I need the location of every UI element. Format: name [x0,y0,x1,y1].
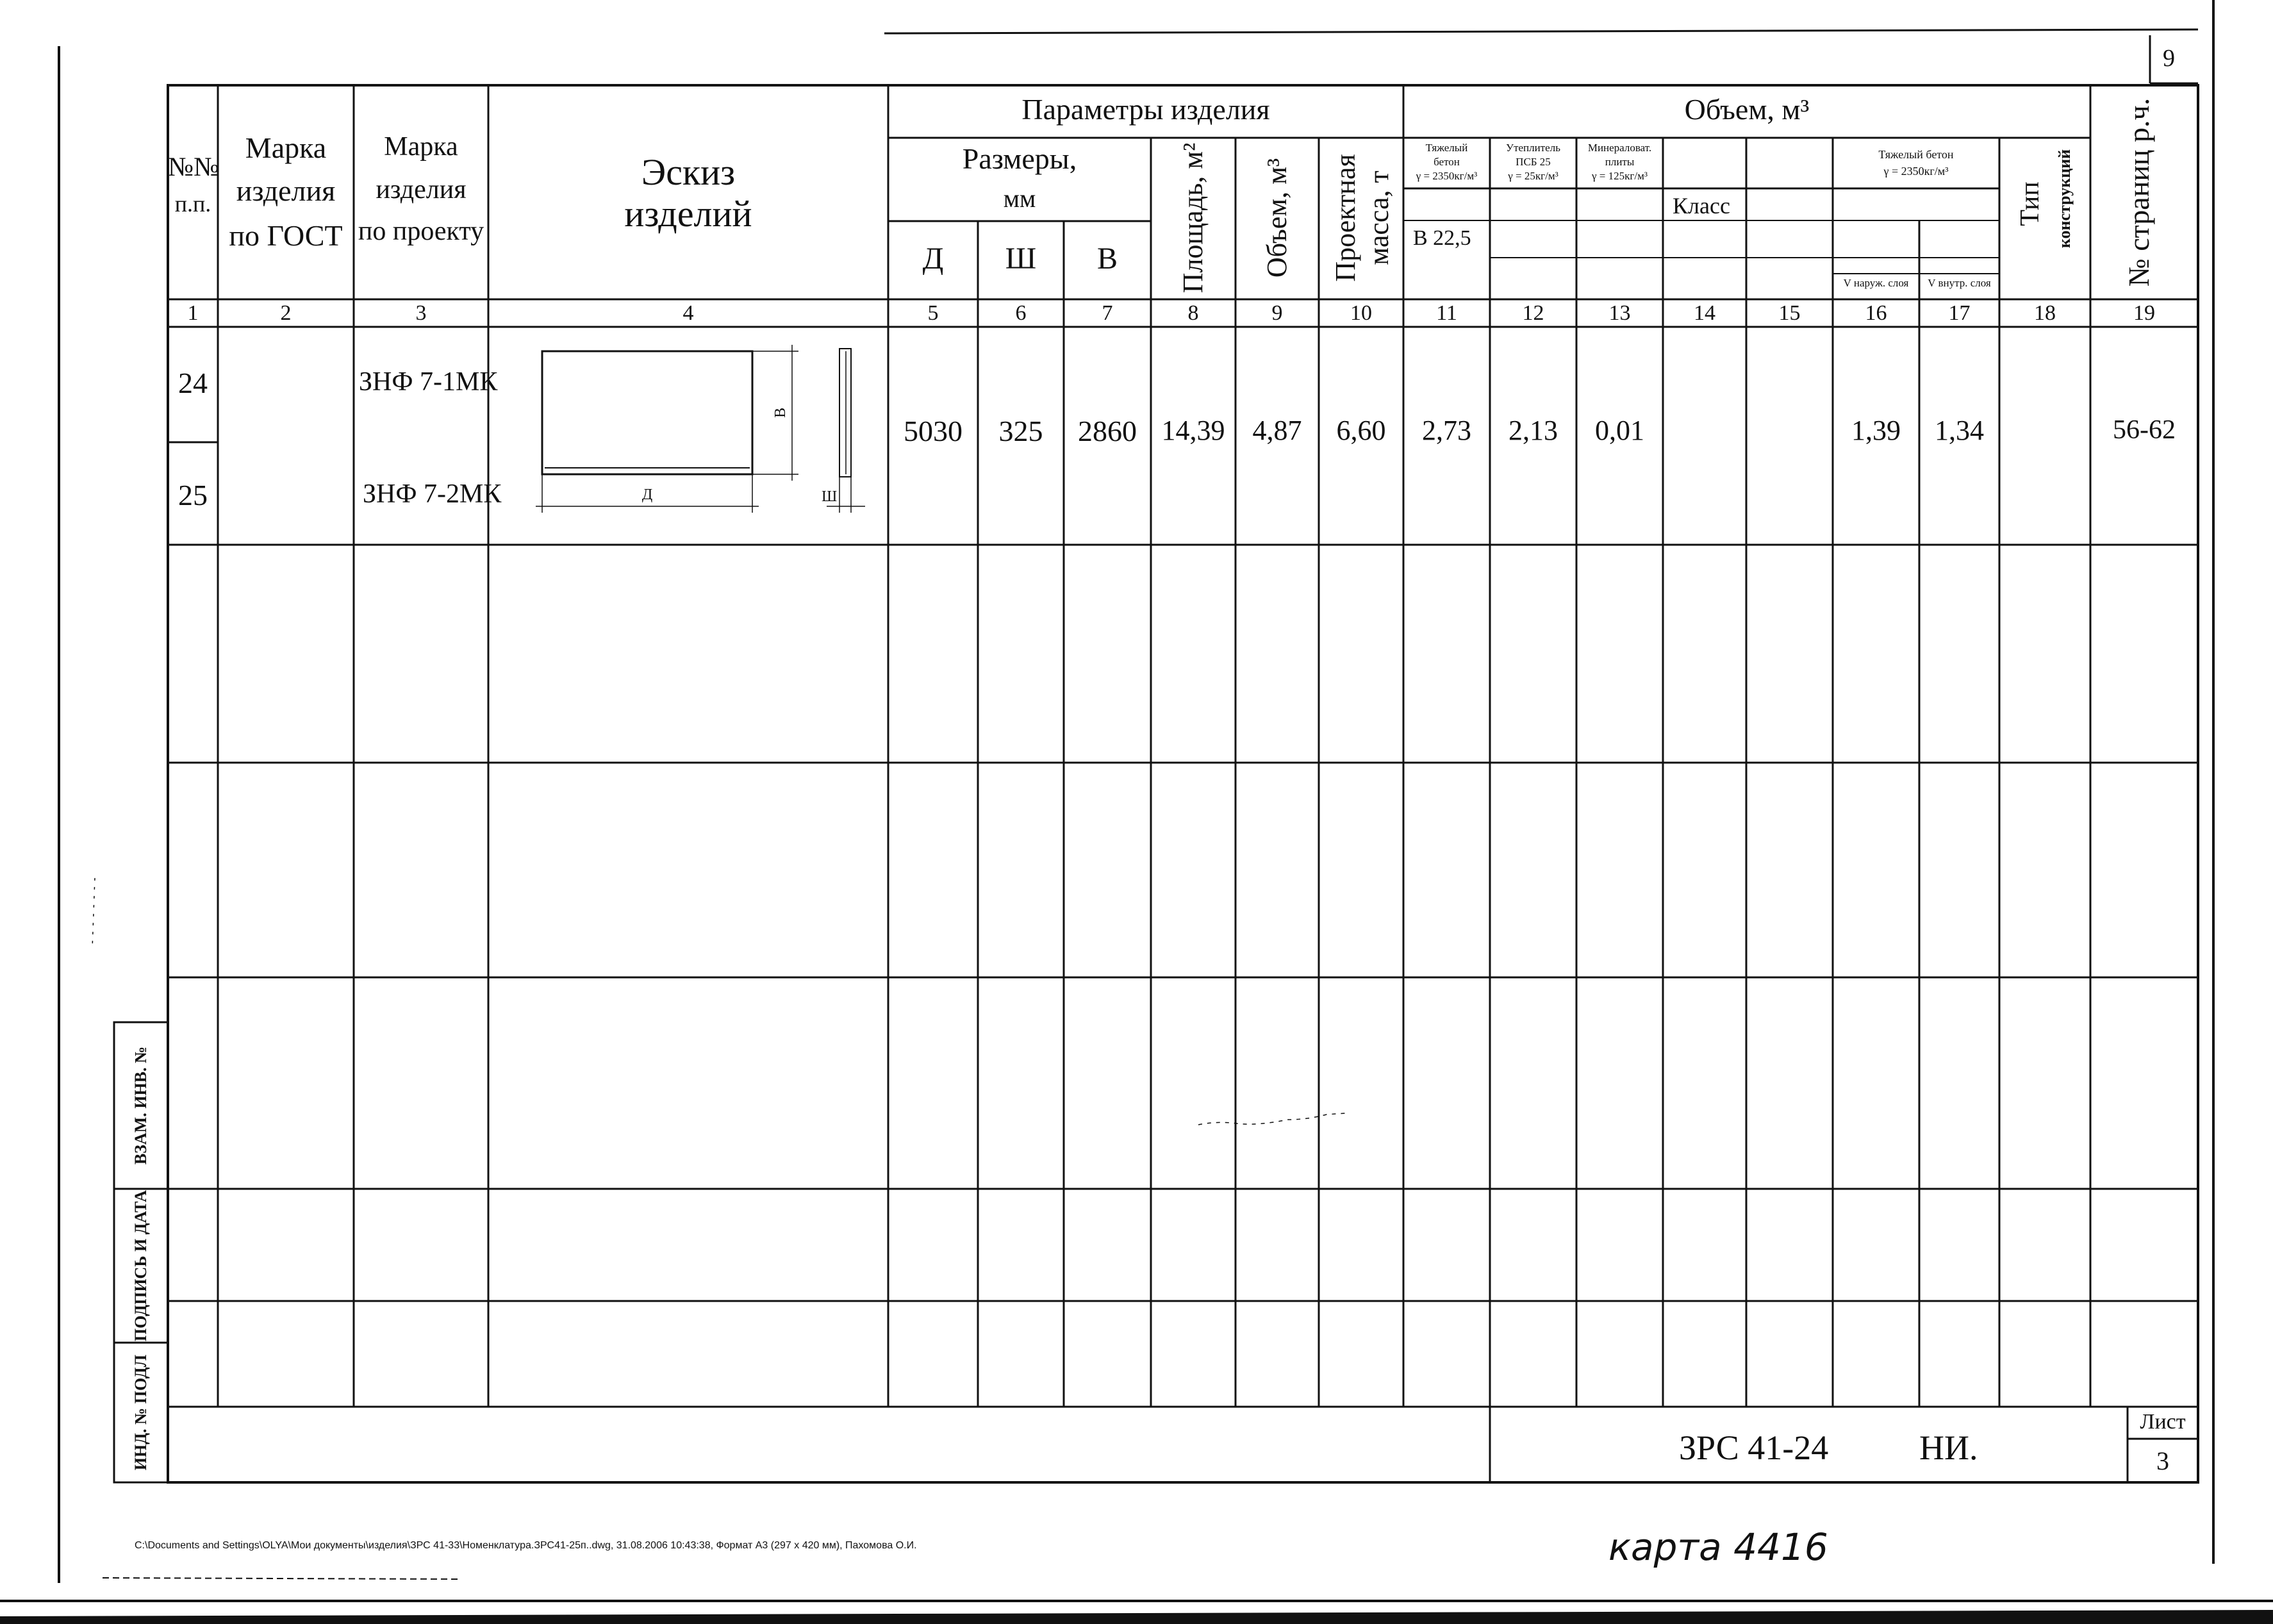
col-number: 19 [2133,301,2155,325]
sheet-top-number: 9 [2163,45,2175,72]
header-mass-line2: масса, т [1363,170,1394,265]
header-mass-line1: Проектная [1330,154,1361,282]
col-number: 18 [2034,301,2056,325]
header-area: Площадь, м² [1177,142,1209,294]
row-24-num: 24 [178,367,208,399]
col-number: 9 [1271,301,1283,325]
stamp-signature-date: ПОДПИСЬ И ДАТА [131,1190,150,1341]
header-num-line2: п.п. [174,191,211,217]
class-value: В 22,5 [1413,226,1471,250]
material-mineral-line3: γ = 125кг/м³ [1592,170,1648,182]
col-number: 8 [1187,301,1199,325]
col-number: 16 [1865,301,1887,325]
panel-sketch [536,345,865,513]
header-sketch-line2: изделий [624,193,752,235]
sheet-number: 3 [2156,1446,2169,1475]
header-volume: Объем, м³ [1261,158,1293,278]
col-number: 11 [1436,301,1457,325]
stamp-replace-inv: ВЗАМ. ИНВ. № [131,1046,150,1165]
value-col16: 1,39 [1851,415,1901,446]
doc-code: ЗРС 41-24 [1679,1429,1829,1467]
header-gost-line1: Марка [245,131,327,164]
value-mass: 6,60 [1336,415,1386,446]
col-number: 2 [280,301,292,325]
material-insul-line2: ПСБ 25 [1516,156,1551,168]
row-25-mark: ЗНФ 7-2МК [363,479,502,509]
material-heavy-line3: γ = 2350кг/м³ [1416,170,1478,182]
header-type-line1: Тип [2015,181,2045,226]
col-number: 1 [187,301,199,325]
col-number: 15 [1778,301,1801,325]
header-size-sh: Ш [1005,242,1037,276]
value-col17: 1,34 [1935,415,1984,446]
handwritten-note: карта 4416 [1608,1525,1828,1569]
header-size-v: В [1096,242,1118,276]
value-col13: 0,01 [1595,415,1644,446]
col-number: 17 [1948,301,1971,325]
value-col12: 2,13 [1508,415,1558,446]
sketch-label-v: В [772,407,789,418]
col-number: 3 [415,301,427,325]
header-size-d: Д [922,242,944,276]
v-outer-label: V наруж. слоя [1843,277,1909,289]
col-number: 14 [1694,301,1715,325]
value-sh: 325 [998,415,1043,447]
header-sizes-line1: Размеры, [962,142,1077,175]
v-inner-label: V внутр. слоя [1928,277,1991,289]
main-table-border [168,85,2198,1482]
material-insul-line3: γ = 25кг/м³ [1508,170,1558,182]
material-heavy-line1: Тяжелый [1425,142,1468,154]
value-d: 5030 [904,415,963,447]
header-gost-line2: изделия [236,174,336,207]
material-insul-line1: Утеплитель [1506,142,1560,154]
class-label: Класс [1673,193,1730,219]
header-sketch-line1: Эскиз [641,151,736,193]
row-24-mark: ЗНФ 7-1МК [359,367,498,397]
col-number: 10 [1350,301,1372,325]
col-number: 7 [1102,301,1113,325]
stamp-original-inv: ИНД. № ПОДЛ [131,1354,150,1471]
value-col11: 2,73 [1422,415,1471,446]
footer-file-path: C:\Documents and Settings\OLYA\Мои документы\изделия\ЗРС 41-33\Номенклатура.ЗРС41-25п..dwg, 31.08.2006 10:43:38, Формат А3 (297 х 420 мм), Пахомова О.И. [135,1540,917,1551]
header-num-line1: №№ [168,153,220,182]
header-type-line2: конструкций [2055,149,2074,249]
col-number: 12 [1522,301,1544,325]
material-heavy2-line1: Тяжелый бетон [1878,148,1954,161]
header-project-line3: по проекту [358,217,484,246]
header-pages: № страниц р.ч. [2122,97,2155,287]
header-volume-group: Объем, м³ [1684,93,1810,126]
col-number: 6 [1015,301,1027,325]
doc-suffix: НИ. [1919,1429,1978,1467]
header-project-line1: Марка [384,132,458,162]
faint-scribble [1198,1113,1346,1125]
header-sizes-line2: мм [1003,184,1036,213]
material-heavy-line2: бетон [1434,156,1460,168]
col-number: 4 [682,301,694,325]
material-mineral-line1: Минераловат. [1587,142,1652,154]
material-heavy2-line2: γ = 2350кг/м³ [1883,165,1949,178]
value-area: 14,39 [1161,415,1225,446]
col-number: 13 [1608,301,1631,325]
sketch-label-d: Д [641,486,653,503]
header-project-line2: изделия [376,175,467,204]
value-col19: 56-62 [2113,415,2176,445]
sketch-label-sh: Ш [822,488,838,505]
header-parameters: Параметры изделия [1021,93,1270,126]
sheet-label: Лист [2140,1410,2186,1434]
bottom-scan-edge [0,1618,2273,1624]
header-gost-line3: по ГОСТ [229,219,343,252]
scan-dashes [103,1578,461,1579]
value-volume: 4,87 [1252,415,1302,446]
col-number: 5 [927,301,939,325]
top-frame-line [884,29,2198,33]
material-mineral-line2: плиты [1605,156,1635,168]
value-v: 2860 [1078,415,1137,447]
row-25-num: 25 [178,479,208,511]
